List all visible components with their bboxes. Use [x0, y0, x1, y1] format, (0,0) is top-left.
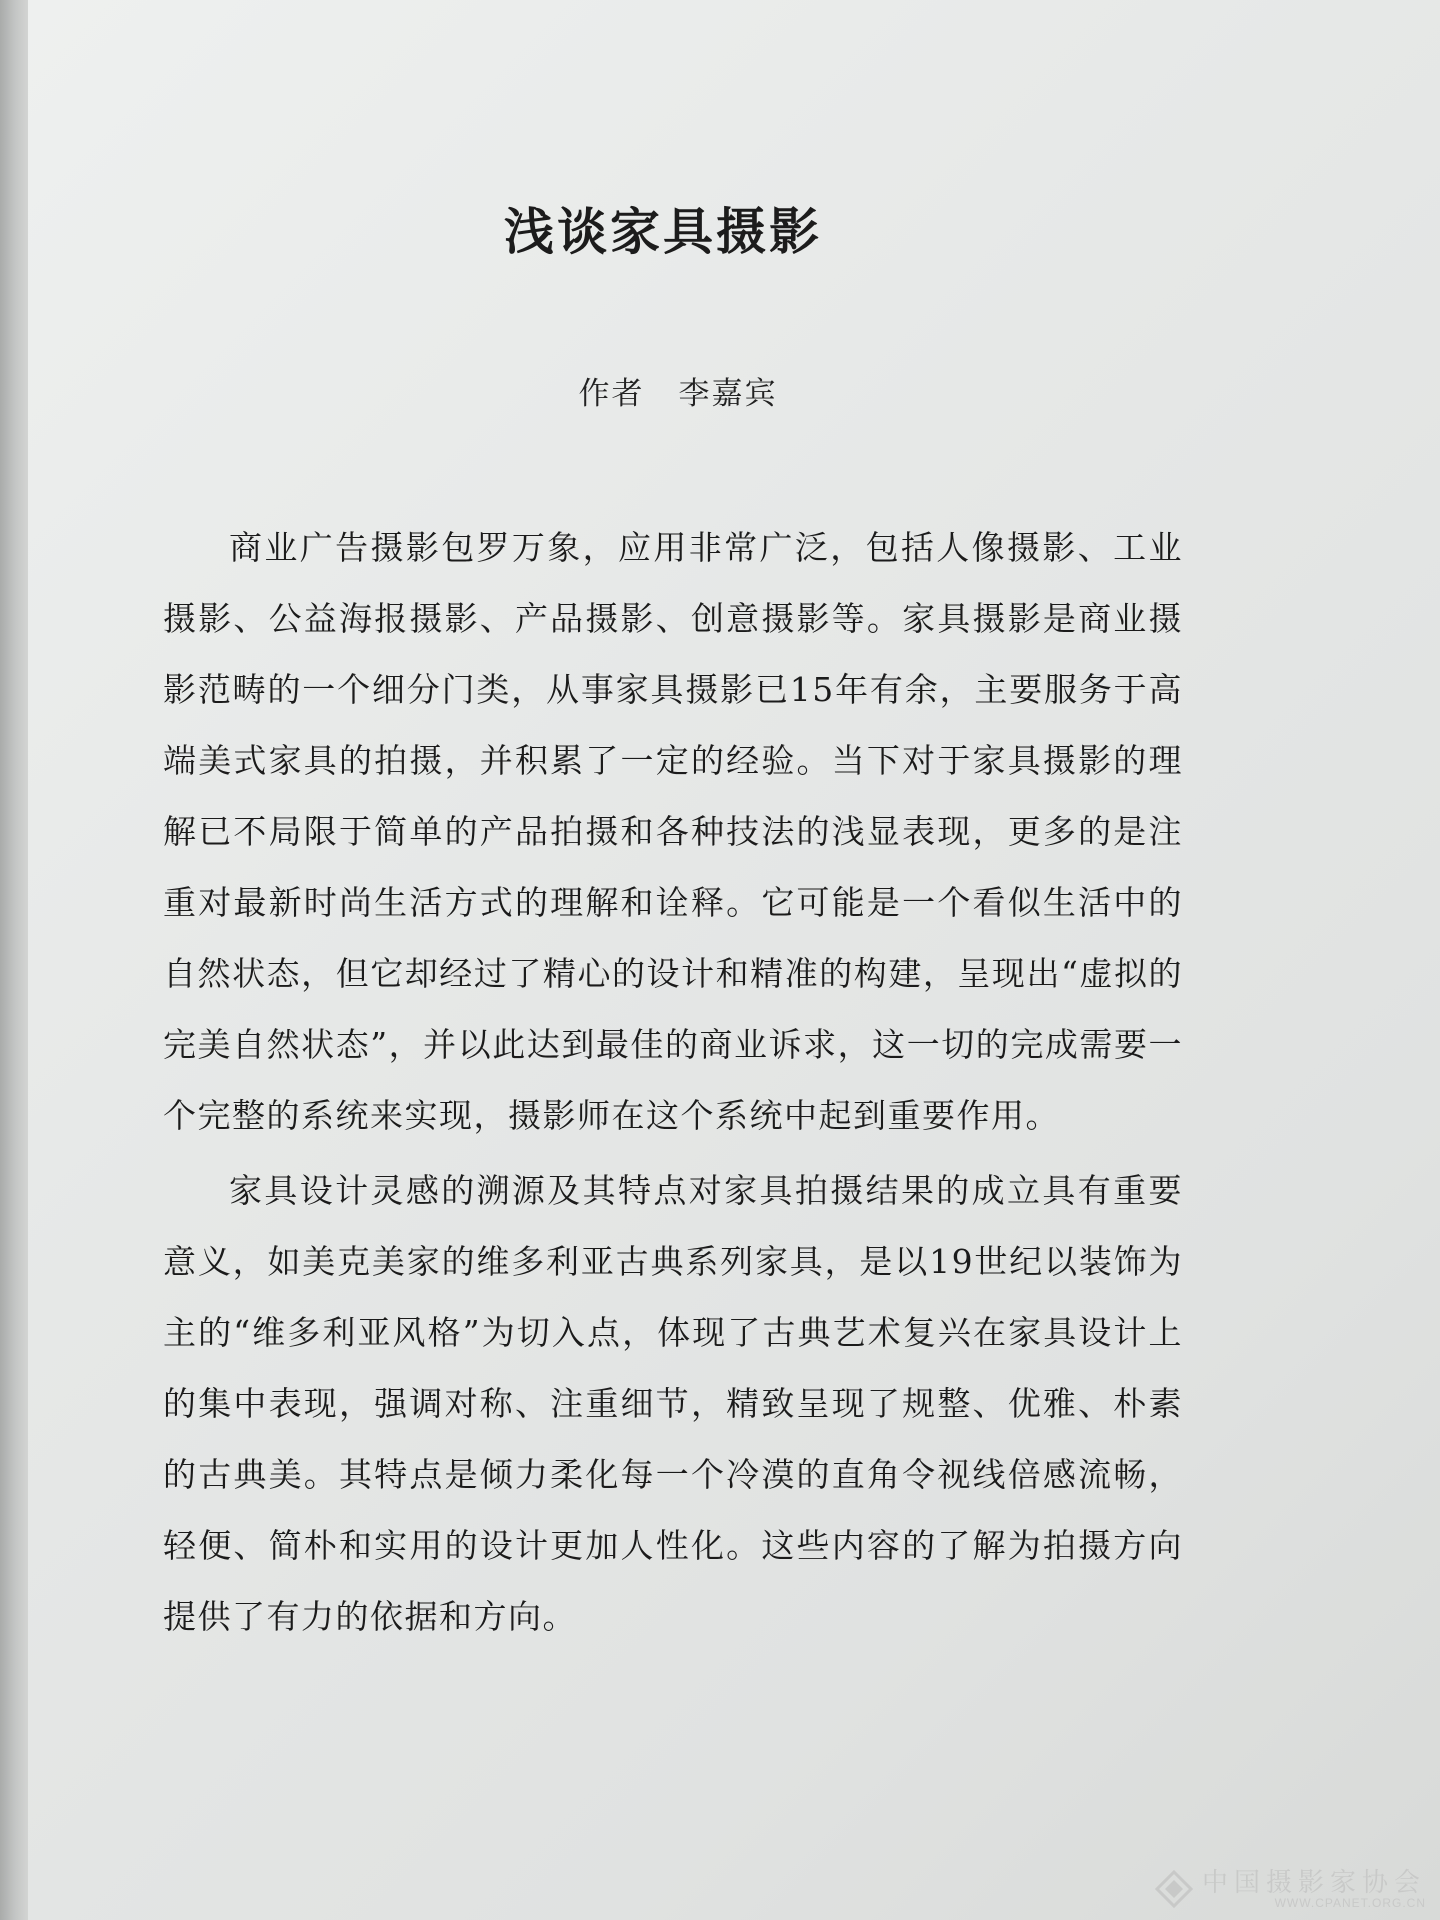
book-page	[28, 0, 1440, 1920]
watermark-text	[1202, 1868, 1426, 1910]
author-byline	[28, 368, 1328, 413]
paragraph-1: 商业广告摄影包罗万象，应用非常广泛，包括人像摄影、工业摄影、公益海报摄影、产品摄影、创意摄影等。家具摄影是商业摄影范畴的一个细分门类，从事家具摄影已15年有余，主要服务于高端美式家具的拍摄，并积累了一定的经验。当下对于家具摄影的理解已不局限于简单的产品拍摄和各种技法的浅显表现，更多的是注重对最新时尚生活方式的理解和诠释。它可能是一个看似生活中的自然状态，但它却经过了精心的设计和精准的构建，呈现出“虚拟的完美自然状态”，并以此达到最佳的商业诉求，这一切的完成需要一个完整的系统来实现，摄影师在这个系统中起到重要作用。	[163, 528, 1183, 1135]
cpanet-logo-icon	[1154, 1869, 1194, 1909]
author-label: 作者	[578, 376, 645, 412]
paragraph-2: 家具设计灵感的溯源及其特点对家具拍摄结果的成立具有重要意义，如美克美家的维多利亚古典系列家具，是以19世纪以装饰为主的“维多利亚风格”为切入点，体现了古典艺术复兴在家具设计上的集中表现，强调对称、注重细节，精致呈现了规整、优雅、朴素的古典美。其特点是倾力柔化每一个冷漠的直角令视线倍感流畅，轻便、简朴和实用的设计更加人性化。这些内容的了解为拍摄方向提供了有力的依据和方向。	[163, 1171, 1183, 1636]
author-name: 李嘉宾	[678, 376, 778, 412]
article-title: 浅谈家具摄影	[504, 201, 822, 261]
article-body	[163, 512, 1183, 1656]
watermark	[1154, 1868, 1426, 1910]
watermark-text-cn: 中国摄影家协会	[1201, 1867, 1426, 1898]
watermark-text-en: WWW.CPANET.ORG.CN	[1274, 1895, 1426, 1910]
